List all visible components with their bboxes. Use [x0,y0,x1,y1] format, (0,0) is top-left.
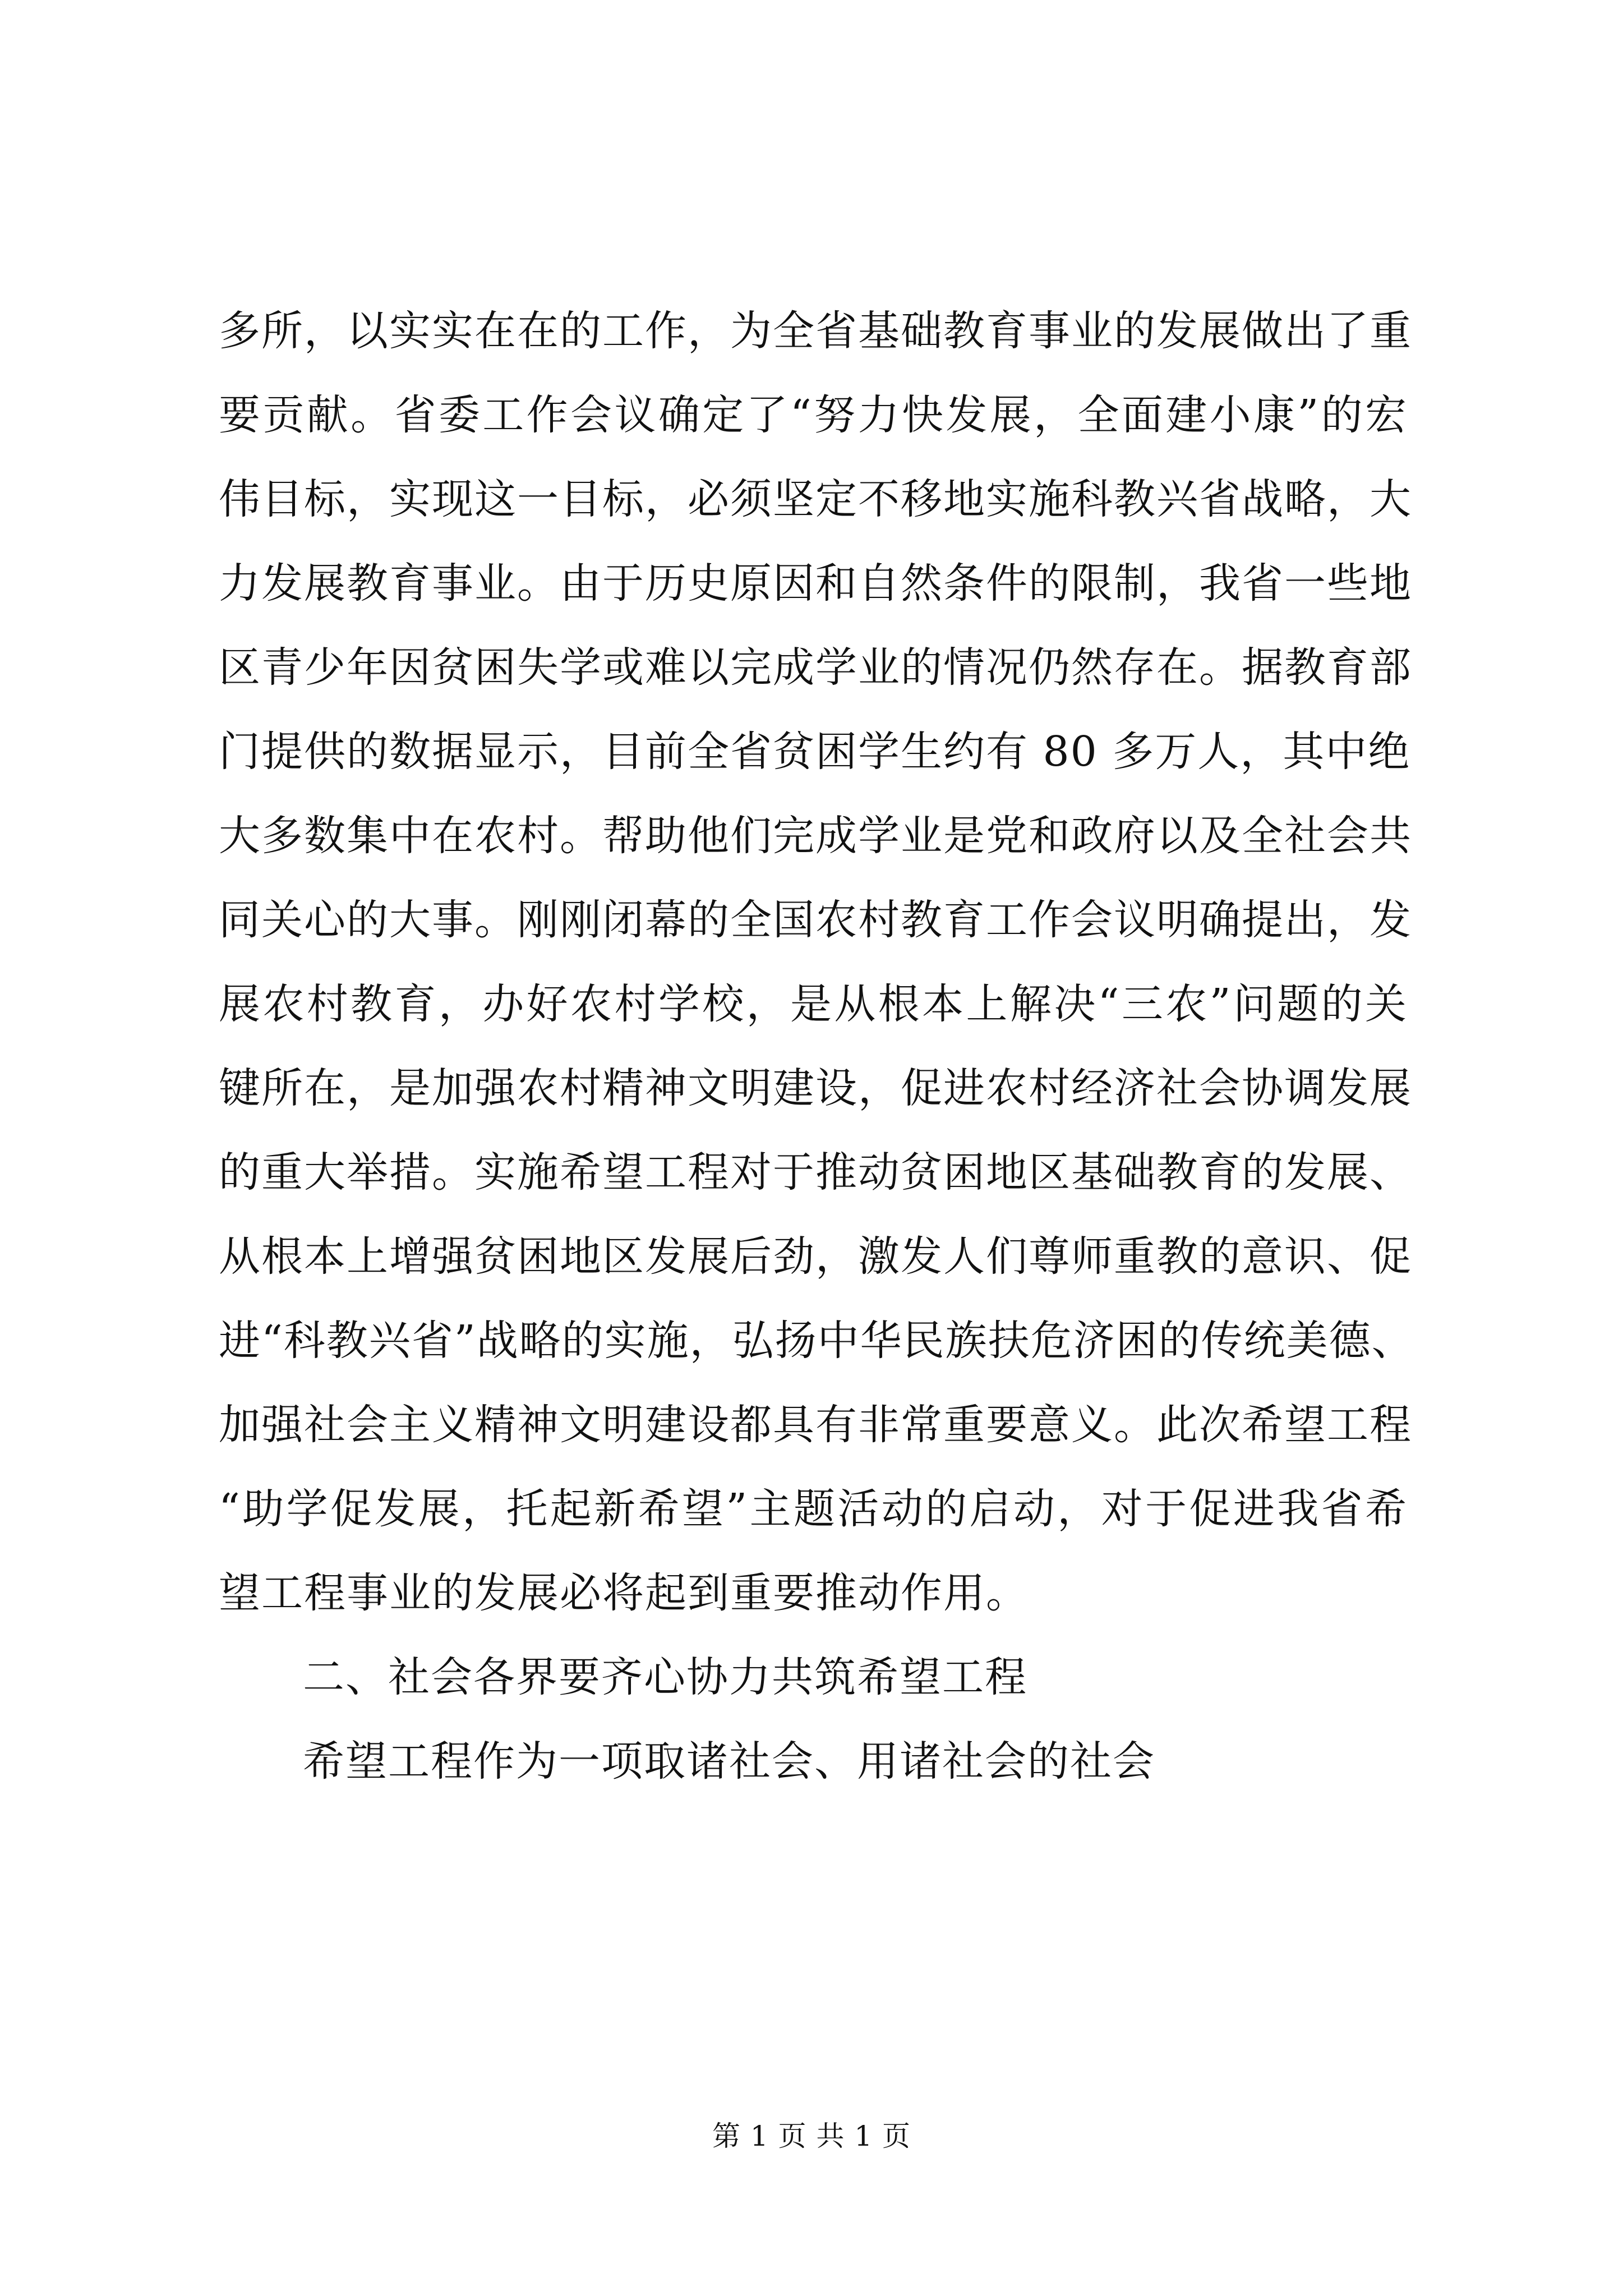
body-line: 大多数集中在农村。帮助他们完成学业是党和政府以及全社会共 [219,812,1412,860]
body-line: 同关心的大事。刚刚闭幕的全国农村教育工作会议明确提出，发 [219,896,1412,944]
body-line: 力发展教育事业。由于历史原因和自然条件的限制，我省一些地 [219,559,1412,608]
body-line: 加强社会主义精神文明建设都具有非常重要意义。此次希望工程 [219,1401,1412,1449]
body-line: “助学促发展，托起新希望”主题活动的启动，对于促进我省希 [219,1485,1408,1533]
body-line: 从根本上增强贫困地区发展后劲，激发人们尊师重教的意识、促 [219,1232,1412,1281]
section-heading: 二、社会各界要齐心协力共筑希望工程 [303,1653,1027,1701]
body-line: 进“科教兴省”战略的实施，弘扬中华民族扶危济困的传统美德、 [219,1317,1414,1365]
body-line: 门提供的数据显示，目前全省贫困学生约有 80 多万人，其中绝 [219,728,1411,776]
body-line: 多所，以实实在在的工作，为全省基础教育事业的发展做出了重 [219,307,1412,355]
body-line: 望工程事业的发展必将起到重要推动作用。 [219,1569,1029,1617]
body-line: 希望工程作为一项取诸社会、用诸社会的社会 [303,1737,1155,1786]
body-line: 展农村教育，办好农村学校，是从根本上解决“三农”问题的关 [219,980,1408,1028]
body-line: 要贡献。省委工作会议确定了“努力快发展，全面建小康”的宏 [219,391,1408,439]
body-line: 键所在，是加强农村精神文明建设，促进农村经济社会协调发展 [219,1064,1412,1112]
body-line: 伟目标，实现这一目标，必须坚定不移地实施科教兴省战略，大 [219,475,1412,523]
body-line: 区青少年因贫困失学或难以完成学业的情况仍然存在。据教育部 [219,643,1412,692]
body-line: 的重大举措。实施希望工程对于推动贫困地区基础教育的发展、 [219,1148,1412,1197]
page-number-footer: 第 1 页 共 1 页 [712,2120,911,2152]
